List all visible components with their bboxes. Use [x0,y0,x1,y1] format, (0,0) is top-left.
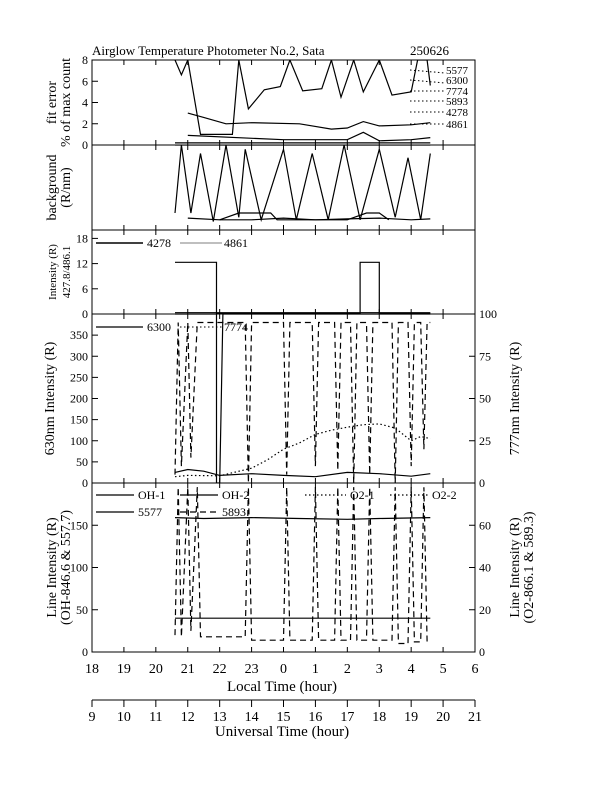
x-local-tick-label: 6 [471,662,479,677]
panel-frame-red [92,314,475,483]
x-local-tick-label: 22 [212,662,227,677]
legend-label-O2-2: O2-2 [432,488,457,502]
y-right-tick-label-red: 25 [479,433,491,448]
x-local-tick-label: 19 [116,662,131,677]
series-line-red [175,323,430,484]
y-tick-label-fit: 2 [82,116,88,131]
y-tick-label-line: 150 [70,518,88,533]
y-label2-blue: 427.8/486.1 [61,245,73,299]
y-tick-label-red: 250 [70,370,88,385]
legend-label-7774: 7774 [224,320,248,334]
series-line-blue [175,262,430,313]
y-tick-label-red: 100 [70,433,88,448]
x-ut-tick-label: 11 [149,710,163,725]
y-tick-label-red: 200 [70,391,88,406]
y-tick-label-red: 350 [70,328,88,343]
legend-label-OH-2: OH-2 [222,488,250,502]
y-tick-label-red: 50 [76,454,88,469]
x-ut-tick-label: 16 [308,710,323,725]
series-line-red [175,424,430,477]
legend-label-5893: 5893 [222,505,246,519]
chart-title: Airglow Temperature Photometer No.2, Sata [92,43,325,58]
legend-label-6300: 6300 [446,75,468,87]
y-tick-label-blue: 0 [82,307,88,321]
x-local-tick-label: 21 [180,662,195,677]
y-tick-label-red: 0 [82,476,88,490]
x-local-tick-label: 4 [407,662,415,677]
x-local-tick-label: 18 [85,662,99,677]
x-ut-tick-label: 18 [372,710,387,725]
x-local-tick-label: 0 [280,662,287,677]
x-local-tick-label: 5 [439,662,447,677]
x-local-label: Local Time (hour) [227,679,337,695]
legend-label-4861: 4861 [224,236,248,250]
y-tick-label-fit: 8 [82,53,88,67]
x-ut-tick-label: 12 [180,710,195,725]
x-ut-tick-label: 9 [88,710,96,725]
y-label2-bg: (R/nm) [59,167,74,208]
y-right-tick-label-line: 0 [479,645,485,659]
legend-marker-6300 [410,80,445,83]
x-local-tick-label: 20 [148,662,163,677]
y-tick-label-blue: 6 [82,281,88,296]
series-line-fit [175,60,430,134]
legend-label-5577: 5577 [446,65,468,77]
x-local-tick-label: 2 [343,662,351,677]
y-label-blue: Intensity (R) [47,244,59,300]
y-tick-label-fit: 4 [82,95,88,110]
y-label-fit: fit error [45,80,60,125]
y-tick-label-line: 100 [70,560,88,575]
y-tick-label-blue: 12 [76,256,88,271]
legend-label-O2-1: O2-1 [350,488,375,502]
y-label-red: 630nm Intensity (R) [43,341,58,456]
x-ut-tick-label: 17 [340,710,355,725]
y-right-tick-label-line: 20 [479,602,491,617]
series-line-fit [188,113,430,129]
y-right-label2-line: (O2-866.1 & 589.3) [522,511,537,624]
x-ut-tick-label: 13 [212,710,227,725]
legend-label-OH-1: OH-1 [138,488,166,502]
x-ut-tick-label: 15 [276,710,291,725]
y-label-line: Line Intensity (R) [45,517,60,618]
y-right-label-red: 777nm Intensity (R) [508,341,523,456]
series-line-bg [175,145,430,222]
legend-label-4861: 4861 [446,119,468,131]
y-label-bg: background [45,154,60,221]
legend-label-5577: 5577 [138,505,162,519]
y-right-label-line: Line Intensity (R) [508,517,523,618]
legend-label-4278: 4278 [446,107,468,119]
x-ut-tick-label: 14 [244,710,259,725]
x-ut-tick-label: 19 [404,710,419,725]
y-label2-line: (OH-846.6 & 557.7) [59,509,74,626]
x-local-tick-label: 1 [311,662,319,677]
y-tick-label-fit: 0 [82,138,88,152]
y-tick-label-blue: 18 [76,231,88,246]
y-right-tick-label-line: 60 [479,518,491,533]
series-line-line [175,518,430,520]
y-right-tick-label-red: 0 [479,476,485,490]
x-local-tick-label: 3 [375,662,383,677]
y-label2-fit: % of max count [59,57,74,148]
series-line-red [175,470,430,477]
series-line-fit [188,132,430,141]
series-line-red [175,314,430,483]
y-tick-label-fit: 6 [82,74,88,89]
x-ut-tick-label: 20 [436,710,451,725]
y-right-tick-label-red: 100 [479,307,497,321]
panel-frame-bg [92,145,475,230]
y-tick-label-red: 150 [70,412,88,427]
y-right-tick-label-red: 75 [479,349,491,364]
x-local-tick-label: 23 [244,662,259,677]
legend-label-7774: 7774 [446,86,468,98]
legend-label-4278: 4278 [147,236,171,250]
legend-label-6300: 6300 [147,320,171,334]
chart-date: 250626 [410,43,449,58]
y-tick-label-line: 0 [82,645,88,659]
x-ut-tick-label: 21 [468,710,482,725]
legend-label-5893: 5893 [446,96,468,108]
panel-frame-fit [92,60,475,145]
y-tick-label-red: 300 [70,349,88,364]
x-ut-tick-label: 10 [116,710,131,725]
y-tick-label-line: 50 [76,602,88,617]
y-right-tick-label-red: 50 [479,391,491,406]
y-right-tick-label-line: 40 [479,560,491,575]
x-ut-label: Universal Time (hour) [214,724,350,740]
series-line-line [175,487,430,643]
